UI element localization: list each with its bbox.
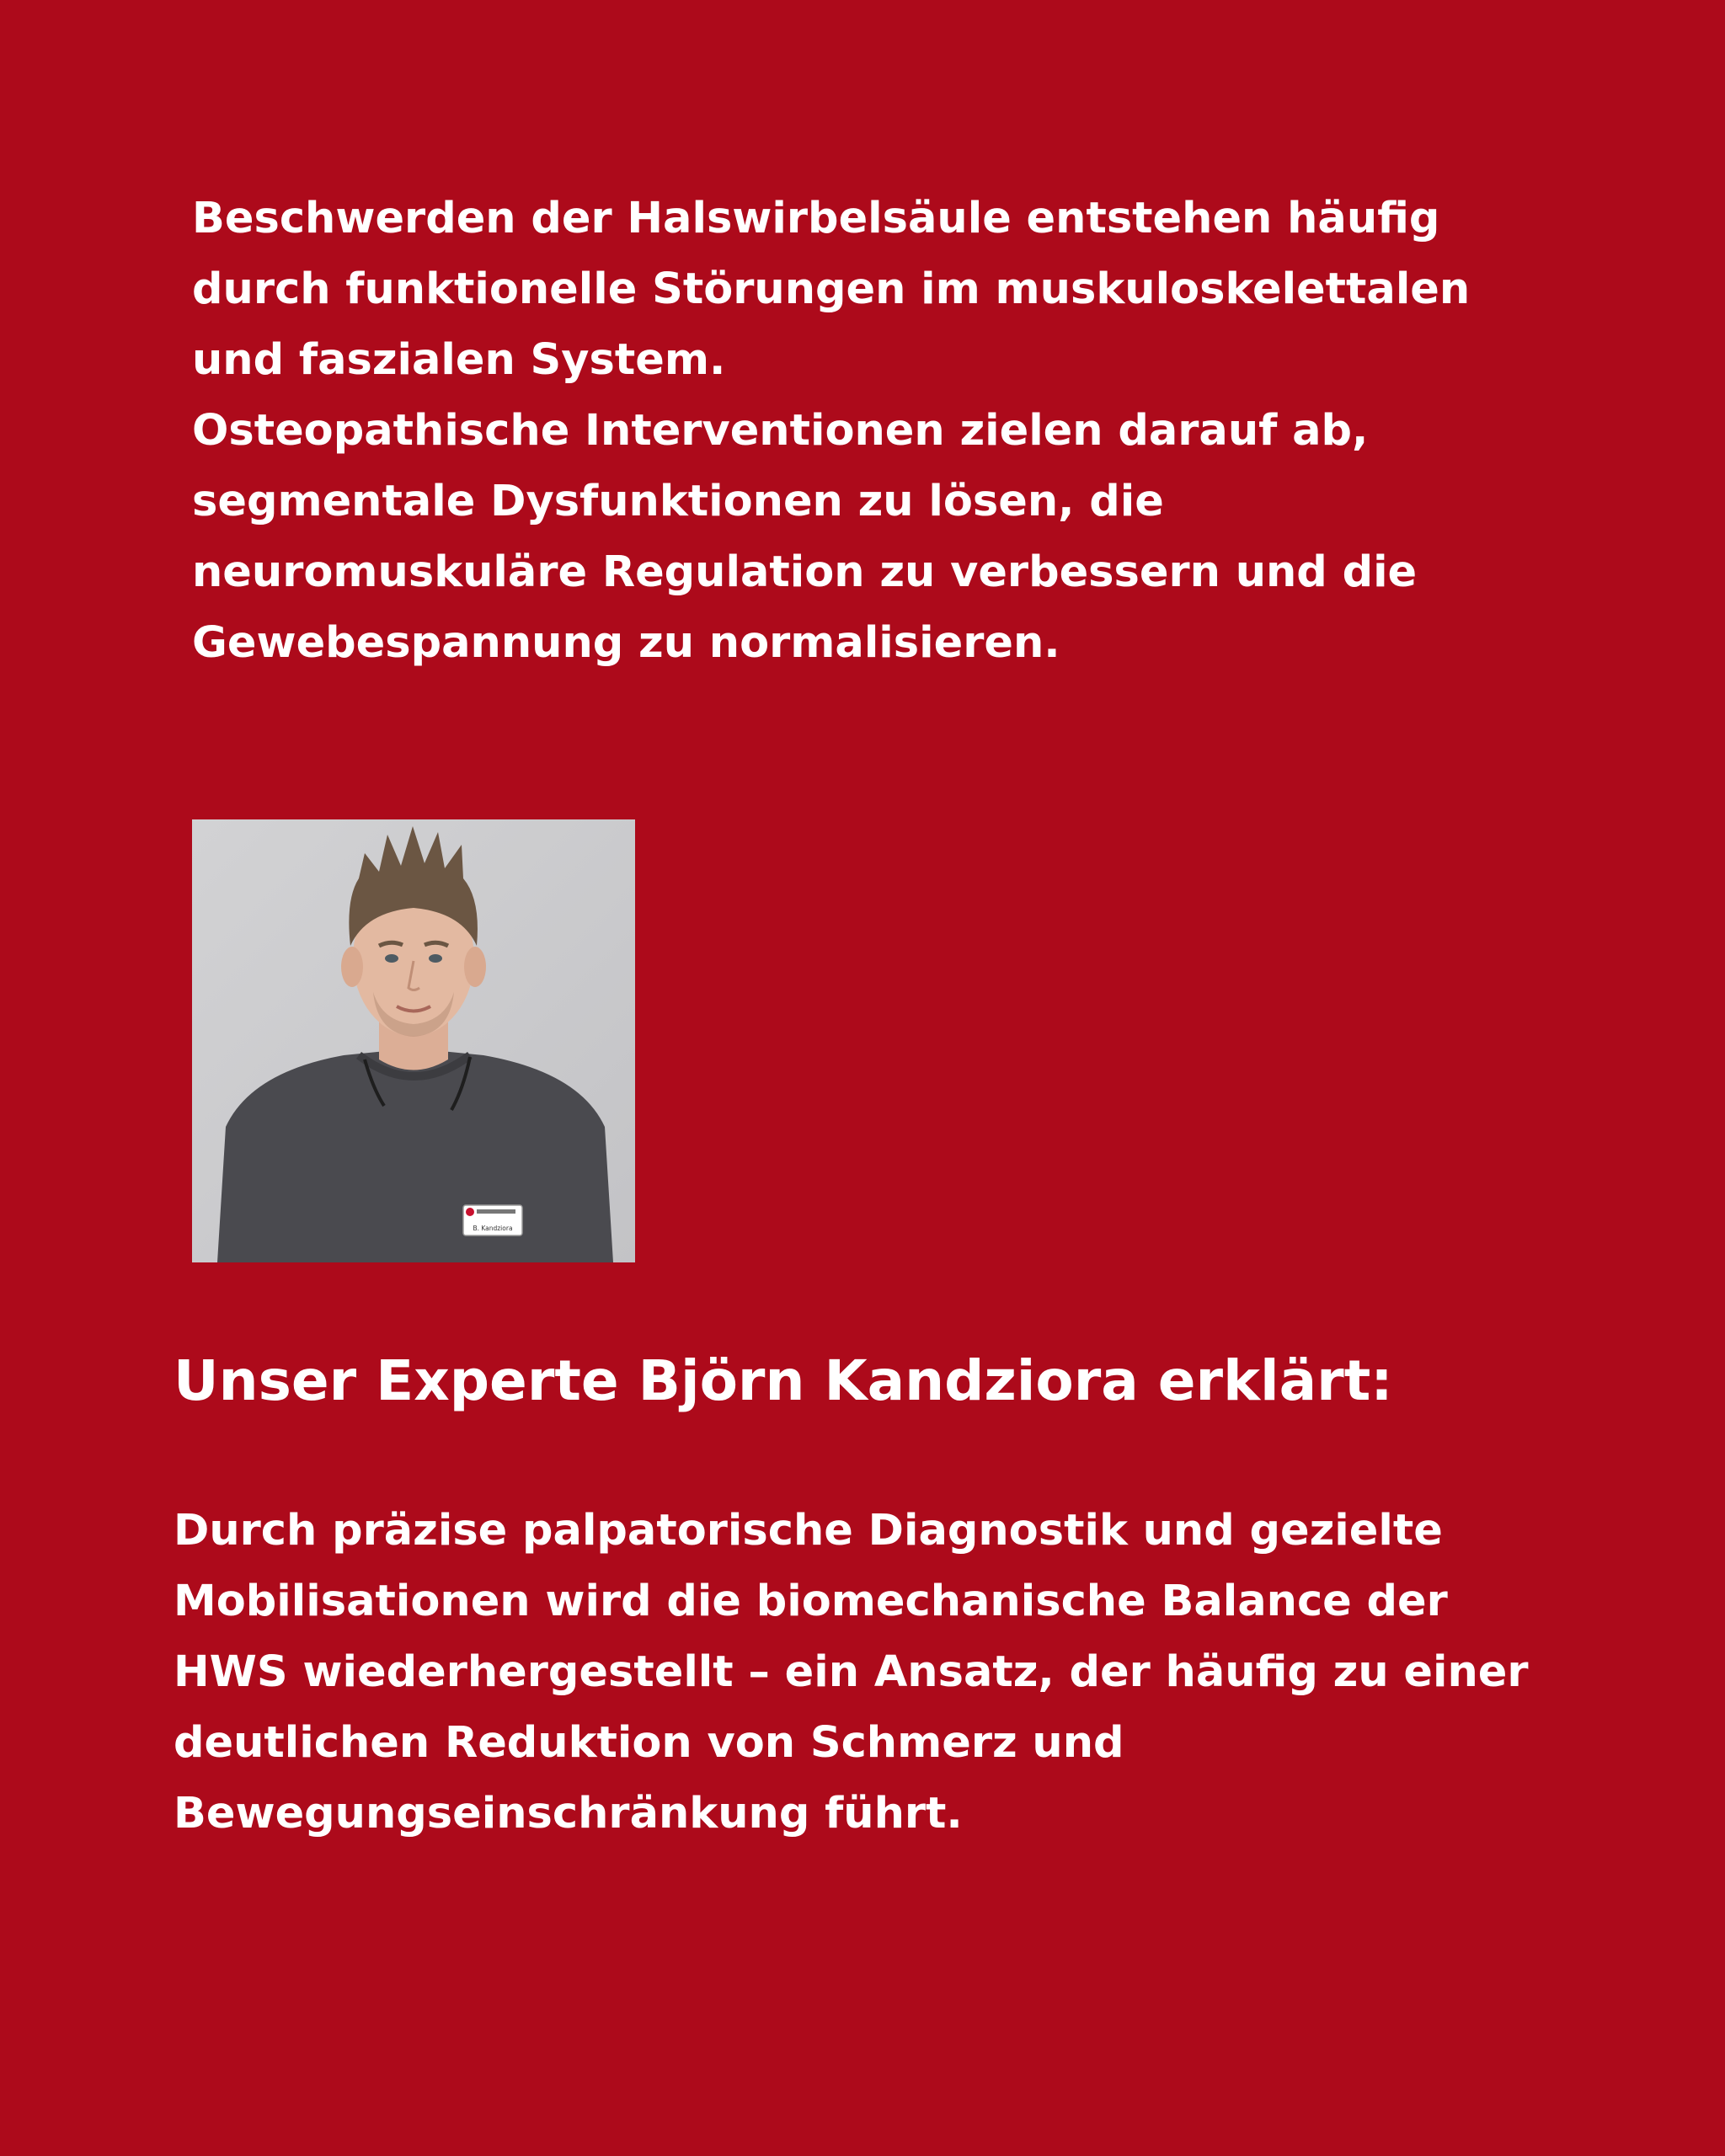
expert-explanation: Durch präzise palpatorische Diagnostik und gezielte Mobilisationen wird die biomechanische Balance der HWS wiederhergestellt – ein Ansatz, der häufig zu einer deutlichen Reduktion von Schmerz und Bewegungseinschränkung führt. <box>174 1506 1529 1838</box>
intro-text-block <box>192 184 1573 679</box>
shirt-shape <box>217 1051 613 1262</box>
intro-paragraph-2: Osteopathische Interventionen zielen darauf ab, segmentale Dysfunktionen zu lösen, die neuromuskuläre Regulation zu verbessern und die Gewebespannung zu normalisieren. <box>192 406 1418 668</box>
expert-portrait-photo <box>192 819 635 1262</box>
expert-heading: Unser Experte Björn Kandziora erklärt: <box>174 1348 1393 1413</box>
intro-paragraph-1: Beschwerden der Halswirbelsäule entstehen häufig durch funktionelle Störungen im muskuloskelettalen und faszialen System. <box>192 194 1471 385</box>
name-tag-text: B. Kandziora <box>473 1225 513 1232</box>
